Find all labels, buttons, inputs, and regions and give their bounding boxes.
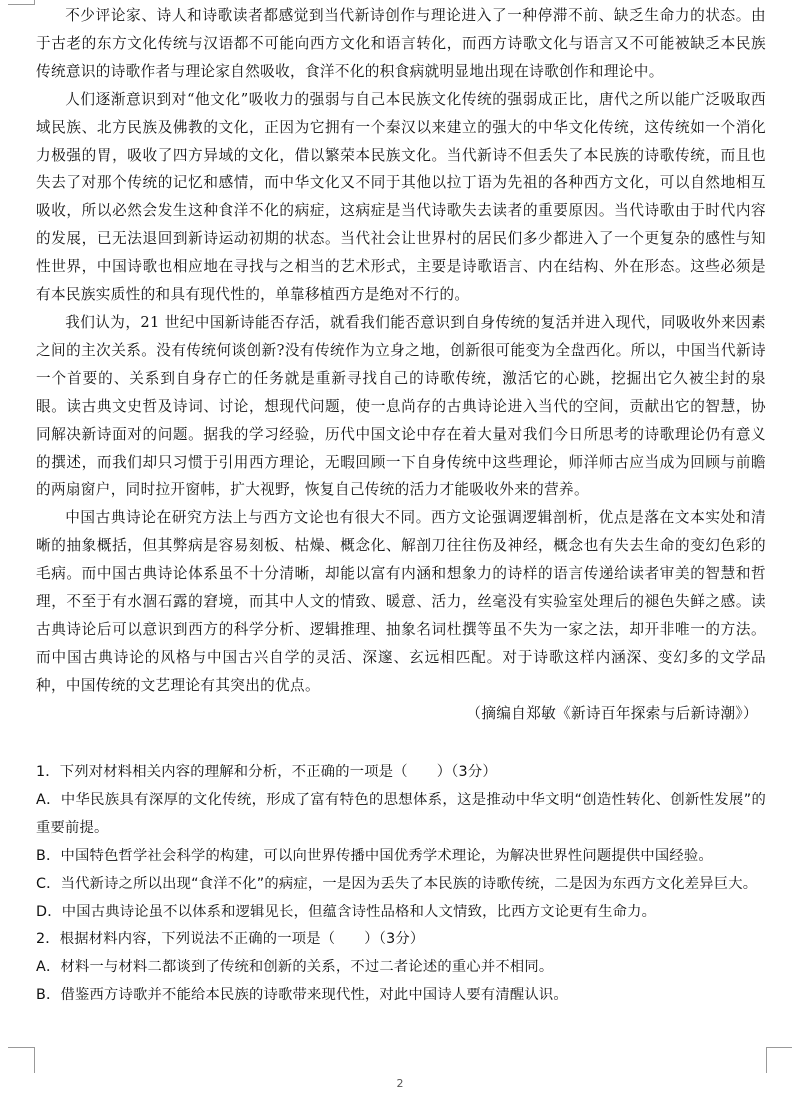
article-paragraph-2: 人们逐渐意识到对“他文化”吸收力的强弱与自己本民族文化传统的强弱成正比，唐代之所以能广泛吸取西域民族、北方民族及佛教的文化，正因为它拥有一个秦汉以来建立的强大的中华文化传统，这传统如一个消化力极强的胃，吸收了四方异域的文化，借以繁荣本民族文化。当代新诗不但丢失了本民族的诗歌传统，而且也失去了对那个传统的记忆和感情，而中华文化又不同于其他以拉丁语为先祖的各种西方文化，可以自然地相互吸收，所以必然会发生这种食洋不化的病症，这病症是当代诗歌失去读者的重要原因。当代诗歌由于时代内容的发展，已无法退回到新诗运动初期的状态。当代社会让世界村的居民们多少都进入了一个更复杂的感性与知性世界，中国诗歌也相应地在寻找与之相当的艺术形式，主要是诗歌语言、内在结构、外在形态。这些必须是有本民族实质性的和具有现代性的，单靠移植西方是绝对不行的。 xyxy=(36,90,766,304)
question-2-option-b: B．借鉴西方诗歌并不能给本民族的诗歌带来现代性，对此中国诗人要有清醒认识。 xyxy=(36,987,568,1004)
article-source: （摘编自郑敏《新诗百年探索与后新诗潮》） xyxy=(466,704,758,722)
question-section xyxy=(36,759,766,1010)
article-paragraph-3: 我们认为，21 世纪中国新诗能否存活，就看我们能否意识到自身传统的复活并进入现代，同吸收外来因素之间的主次关系。没有传统何谈创新?没有传统作为立身之地，创新很可能变为全盘西化。所以，中国当代新诗一个首要的、关系到自身存亡的任务就是重新寻找自己的诗歌传统，激活它的心跳，挖掘出它久被尘封的泉眼。读古典文史哲及诗词、讨论，想现代问题，使一息尚存的古典诗论进入当代的空间，贡献出它的智慧，协同解决新诗面对的问题。据我的学习经验，历代中国文论中存在着大量对我们今日所思考的诗歌理论仍有意义的撰述，而我们却只习惯于引用西方理论，无暇回顾一下自身传统中这些理论，师洋师古应当成为回顾与前瞻的两扇窗户，同时拉开窗帏，扩大视野，恢复自己传统的活力才能吸收外来的营养。 xyxy=(36,313,766,499)
question-1-stem: 1．下列对材料相关内容的理解和分析，不正确的一项是（ ）（3分） xyxy=(36,764,497,780)
question-2-option-a: A．材料一与材料二都谈到了传统和创新的关系，不过二者论述的重心并不相同。 xyxy=(36,959,554,976)
page-number: 2 xyxy=(396,1077,404,1090)
question-1-option-a: A．中华民族具有深厚的文化传统，形成了富有特色的思想体系，这是推动中华文明“创造性转化、创新性发展”的重要前提。 xyxy=(36,791,766,836)
crop-mark-bottom-left xyxy=(8,1047,34,1048)
question-1-option-b: B．中国特色哲学社会科学的构建，可以向世界传播中国优秀学术理论，为解决世界性问题提供中国经验。 xyxy=(36,847,713,864)
article-paragraph-1: 不少评论家、诗人和诗歌读者都感觉到当代新诗创作与理论进入了一种停滞不前、缺乏生命力的状态。由于古老的东方文化传统与汉语都不可能向西方文化和语言转化，而西方诗歌文化与语言又不可能被缺乏本民族传统意识的诗歌作者与理论家自然吸收，食洋不化的积食病就明显地出现在诗歌创作和理论中。 xyxy=(36,7,766,80)
question-1-option-d: D．中国古典诗论虽不以体系和逻辑见长，但蕴含诗性品格和人文情致，比西方文论更有生命力。 xyxy=(36,903,657,920)
article-body xyxy=(36,2,766,728)
crop-mark-top-left xyxy=(8,4,35,5)
article-paragraph-4: 中国古典诗论在研究方法上与西方文论也有很大不同。西方文论强调逻辑剖析，优点是落在文本实处和清晰的抽象概括，但其弊病是容易刻板、枯燥、概念化、解剖刀往往伤及神经，概念也有失去生命的变幻色彩的毛病。而中国古典诗论体系虽不十分清晰，却能以富有内涵和想象力的诗样的语言传递给读者审美的智慧和哲理，不至于有水涸石露的窘境，而其中人文的情致、暖意、活力，丝毫没有实验室处理后的褪色失鲜之感。读古典诗论后可以意识到西方的科学分析、逻辑推理、抽象名词杜撰等虽不失为一家之法，却开非唯一的方法。而中国古典诗论的风格与中国古兴自学的灵活、深邃、玄远相匹配。对于诗歌这样内涵深、变幻多的文学品种，中国传统的文艺理论有其突出的优点。 xyxy=(36,509,766,694)
crop-mark-bottom-right-vertical xyxy=(766,1047,767,1073)
crop-mark-bottom-left-vertical xyxy=(34,1047,35,1073)
question-1-option-c: C．当代新诗之所以出现“食洋不化”的病症，一是因为丢失了本民族的诗歌传统，二是因为东西方文化差异巨大。 xyxy=(36,875,758,892)
crop-mark-top-left-vertical xyxy=(34,0,35,4)
crop-mark-bottom-right xyxy=(766,1047,792,1048)
question-2-stem: 2．根据材料内容，下列说法不正确的一项是（ ）（3分） xyxy=(36,931,425,948)
